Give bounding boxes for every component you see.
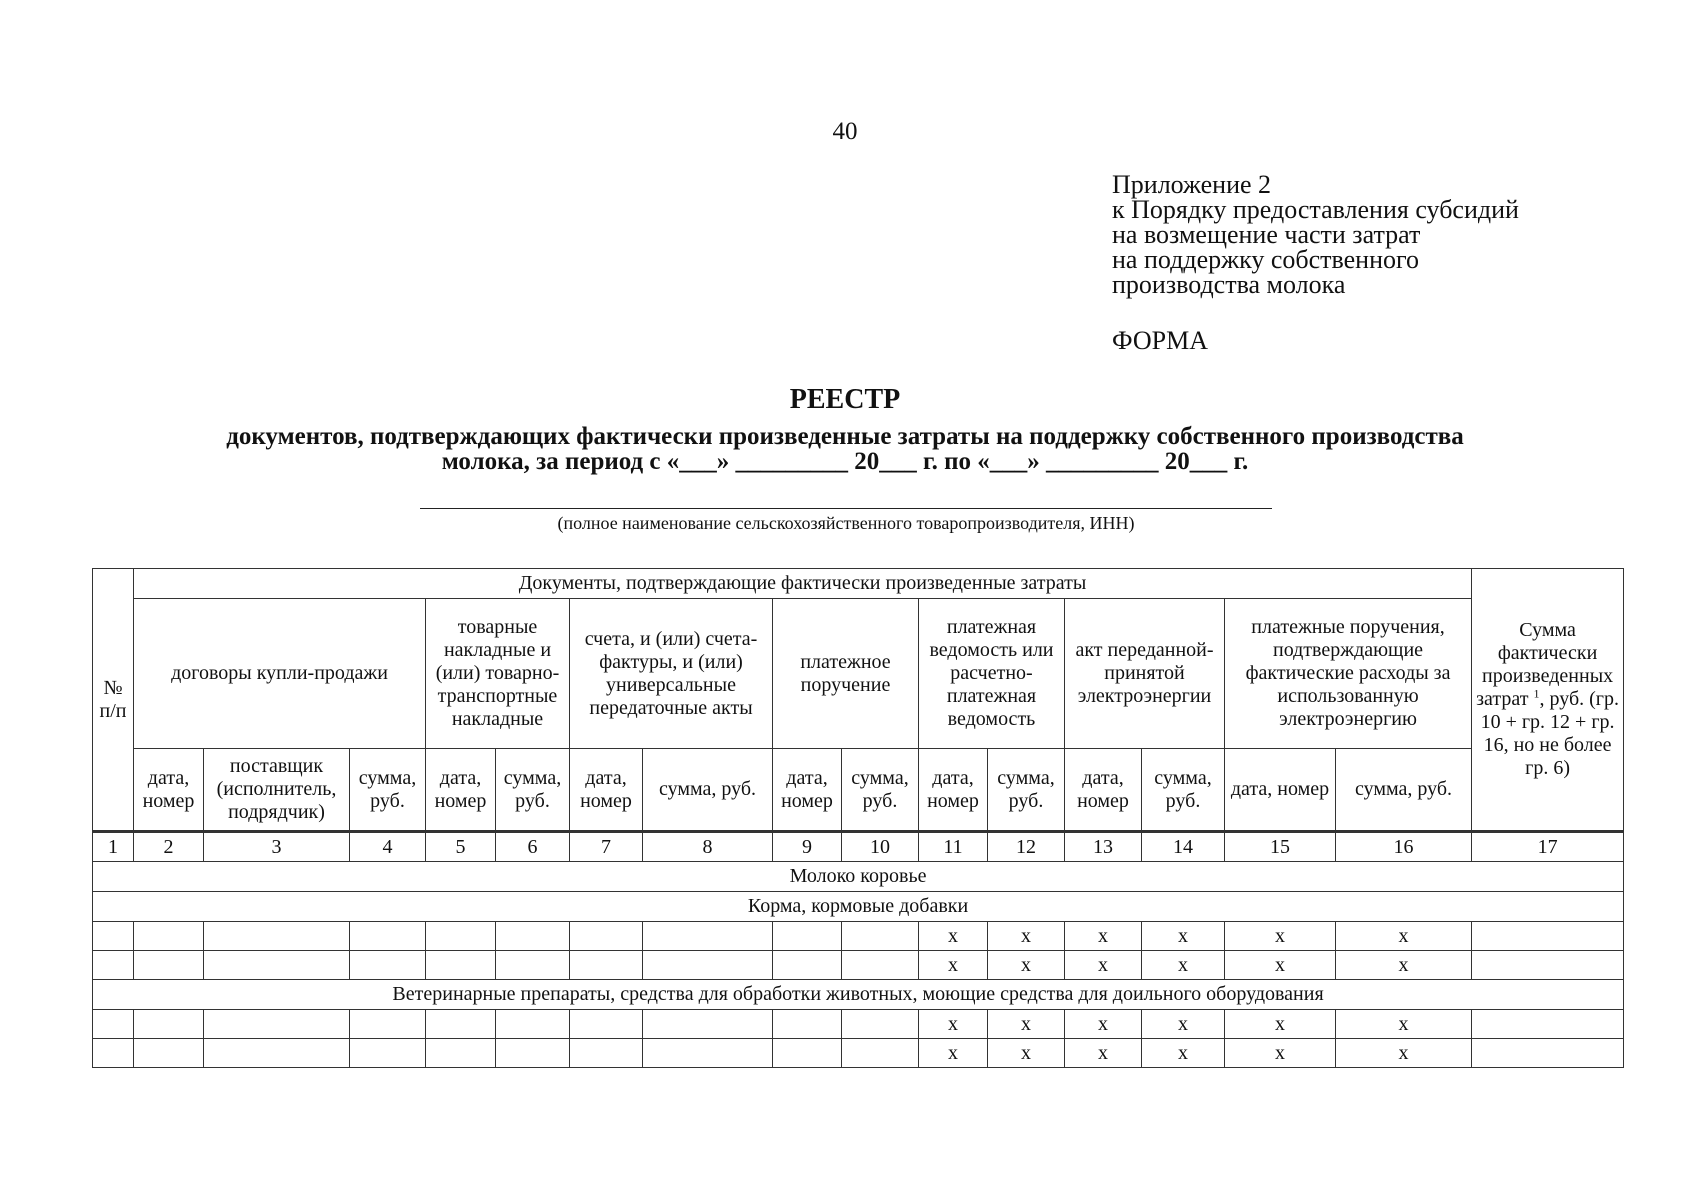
subheader-cell: дата, номер	[570, 749, 643, 832]
table-cell	[773, 922, 842, 951]
group-payment-order: платежное поручение	[773, 599, 919, 749]
subheader-cell: сумма, руб.	[1142, 749, 1225, 832]
subheader-cell: дата, номер	[773, 749, 842, 832]
x-mark-cell: х	[1336, 951, 1472, 980]
x-mark-cell: х	[1065, 951, 1142, 980]
table-cell	[773, 1039, 842, 1068]
table-cell	[350, 1039, 426, 1068]
table-row	[93, 1010, 1624, 1039]
group-payroll: платежная ведомость или расчетно-платежная ведомость	[919, 599, 1065, 749]
column-number: 13	[1065, 832, 1142, 862]
form-label: ФОРМА	[1112, 326, 1208, 355]
table-cell	[350, 922, 426, 951]
table-row	[93, 922, 1624, 951]
header-row-1	[93, 569, 1624, 599]
column-number: 4	[350, 832, 426, 862]
x-mark-cell: х	[1336, 1010, 1472, 1039]
table-row	[93, 1039, 1624, 1068]
table-cell	[773, 1010, 842, 1039]
table-cell	[570, 922, 643, 951]
x-mark-cell: х	[1065, 922, 1142, 951]
header-row-2	[93, 599, 1624, 749]
x-mark-cell: х	[1336, 922, 1472, 951]
column-number: 11	[919, 832, 988, 862]
table-cell	[842, 922, 919, 951]
subheader-cell: сумма, руб.	[1336, 749, 1472, 832]
group-invoices: счета, и (или) счета-фактуры, и (или) универсальные передаточные акты	[570, 599, 773, 749]
appendix-line: на возмещение части затрат	[1112, 220, 1421, 249]
appendix-block	[1112, 172, 1672, 297]
section-title: Ветеринарные препараты, средства для обработки животных, моющие средства для доильного оборудования	[93, 980, 1624, 1010]
table-cell	[426, 1010, 496, 1039]
table-cell	[204, 951, 350, 980]
x-mark-cell: х	[988, 922, 1065, 951]
x-mark-cell: х	[988, 951, 1065, 980]
total-sum-header: Сумма фактически произведенных затрат $^1$, руб. (гр. 10 + гр. 12 + гр. 16, но не более гр. 6)	[1472, 569, 1624, 832]
section-row-milk	[93, 862, 1624, 892]
footnote-marker: 1	[1533, 686, 1540, 701]
x-mark-cell: х	[1142, 922, 1225, 951]
table-cell	[93, 951, 134, 980]
column-number: 17	[1472, 832, 1624, 862]
table-cell	[134, 922, 204, 951]
x-mark-cell: х	[919, 1039, 988, 1068]
x-mark-cell: х	[1336, 1039, 1472, 1068]
section-row-feed	[93, 892, 1624, 922]
x-mark-cell: х	[1065, 1010, 1142, 1039]
table-cell	[842, 951, 919, 980]
section-row-vet	[93, 980, 1624, 1010]
table-cell	[842, 1039, 919, 1068]
table-cell	[496, 951, 570, 980]
column-number: 5	[426, 832, 496, 862]
subheader-cell: сумма, руб.	[842, 749, 919, 832]
registry-table	[92, 568, 1624, 1068]
table-cell	[134, 951, 204, 980]
subheader-cell: сумма, руб.	[988, 749, 1065, 832]
subtitle-line: молока, за период с «___» _________ 20___ г. по «___» _________ 20___ г.	[441, 448, 1249, 475]
table-cell	[204, 1039, 350, 1068]
column-number: 14	[1142, 832, 1225, 862]
table-cell	[134, 1010, 204, 1039]
table-cell	[350, 1010, 426, 1039]
table-cell	[93, 1039, 134, 1068]
table-cell	[1472, 1010, 1624, 1039]
x-mark-cell: х	[1142, 1010, 1225, 1039]
column-number: 15	[1225, 832, 1336, 862]
column-number: 7	[570, 832, 643, 862]
table-cell	[426, 922, 496, 951]
table-cell	[496, 1010, 570, 1039]
column-number: 6	[496, 832, 570, 862]
subheader-cell: сумма, руб.	[350, 749, 426, 832]
column-number: 10	[842, 832, 919, 862]
table-cell	[643, 1010, 773, 1039]
column-number: 2	[134, 832, 204, 862]
subtitle-line: документов, подтверждающих фактически произведенные затраты на поддержку собственного производства	[226, 423, 1464, 450]
table-cell	[1472, 951, 1624, 980]
x-mark-cell: х	[1225, 922, 1336, 951]
document-title: РЕЕСТР	[789, 384, 901, 415]
column-number: 1	[93, 832, 134, 862]
table-cell	[643, 951, 773, 980]
subheader-cell: дата, номер	[134, 749, 204, 832]
subheader-cell: дата, номер	[919, 749, 988, 832]
x-mark-cell: х	[988, 1039, 1065, 1068]
column-number: 3	[204, 832, 350, 862]
subheader-cell: дата, номер	[1225, 749, 1336, 832]
appendix-line: к Порядку предоставления субсидий	[1112, 195, 1519, 224]
column-numbers-row	[93, 832, 1624, 862]
table-cell	[93, 1010, 134, 1039]
table-cell	[426, 1039, 496, 1068]
group-waybills: товарные накладные и (или) товарно-транспортные накладные	[426, 599, 570, 749]
table-row	[93, 951, 1624, 980]
x-mark-cell: х	[1142, 951, 1225, 980]
section-title: Корма, кормовые добавки	[93, 892, 1624, 922]
table-cell	[204, 1010, 350, 1039]
table-cell	[1472, 922, 1624, 951]
x-mark-cell: х	[919, 951, 988, 980]
document-subtitle	[100, 424, 1590, 474]
x-mark-cell: х	[1142, 1039, 1225, 1068]
group-electricity-payments: платежные поручения, подтверждающие фактические расходы за использованную электроэнергию	[1225, 599, 1472, 749]
subheader-cell: сумма, руб.	[643, 749, 773, 832]
column-number: 9	[773, 832, 842, 862]
subheader-cell: дата, номер	[426, 749, 496, 832]
org-name-caption: (полное наименование сельскохозяйственного товаропроизводителя, ИНН)	[557, 513, 1135, 533]
table-cell	[643, 922, 773, 951]
x-mark-cell: х	[1225, 1039, 1336, 1068]
table-cell	[842, 1010, 919, 1039]
x-mark-cell: х	[988, 1010, 1065, 1039]
table-cell	[93, 922, 134, 951]
table-cell	[204, 922, 350, 951]
table-cell	[570, 1010, 643, 1039]
table-cell	[496, 1039, 570, 1068]
group-electricity-act: акт переданной-принятой электроэнергии	[1065, 599, 1225, 749]
table-cell	[643, 1039, 773, 1068]
table-cell	[426, 951, 496, 980]
documents-group-header: Документы, подтверждающие фактически произведенные затраты	[134, 569, 1472, 599]
column-number: 16	[1336, 832, 1472, 862]
table-cell	[773, 951, 842, 980]
table-cell	[570, 951, 643, 980]
table-cell	[570, 1039, 643, 1068]
x-mark-cell: х	[1065, 1039, 1142, 1068]
org-name-underline	[420, 508, 1272, 509]
appendix-line: на поддержку собственного	[1112, 245, 1420, 274]
subheader-cell: дата, номер	[1065, 749, 1142, 832]
table-cell	[496, 922, 570, 951]
column-number: 8	[643, 832, 773, 862]
appendix-line: производства молока	[1112, 270, 1346, 299]
table-cell	[350, 951, 426, 980]
col-number-header: № п/п	[93, 569, 134, 832]
group-contracts: договоры купли-продажи	[134, 599, 426, 749]
x-mark-cell: х	[919, 922, 988, 951]
section-title: Молоко коровье	[93, 862, 1624, 892]
table-cell	[134, 1039, 204, 1068]
x-mark-cell: х	[1225, 1010, 1336, 1039]
table-cell	[1472, 1039, 1624, 1068]
page-number: 40	[832, 118, 858, 145]
x-mark-cell: х	[919, 1010, 988, 1039]
appendix-line: Приложение 2	[1112, 170, 1272, 199]
header-row-3	[93, 749, 1624, 832]
subheader-cell: поставщик (исполнитель, подрядчик)	[204, 749, 350, 832]
x-mark-cell: х	[1225, 951, 1336, 980]
column-number: 12	[988, 832, 1065, 862]
subheader-cell: сумма, руб.	[496, 749, 570, 832]
